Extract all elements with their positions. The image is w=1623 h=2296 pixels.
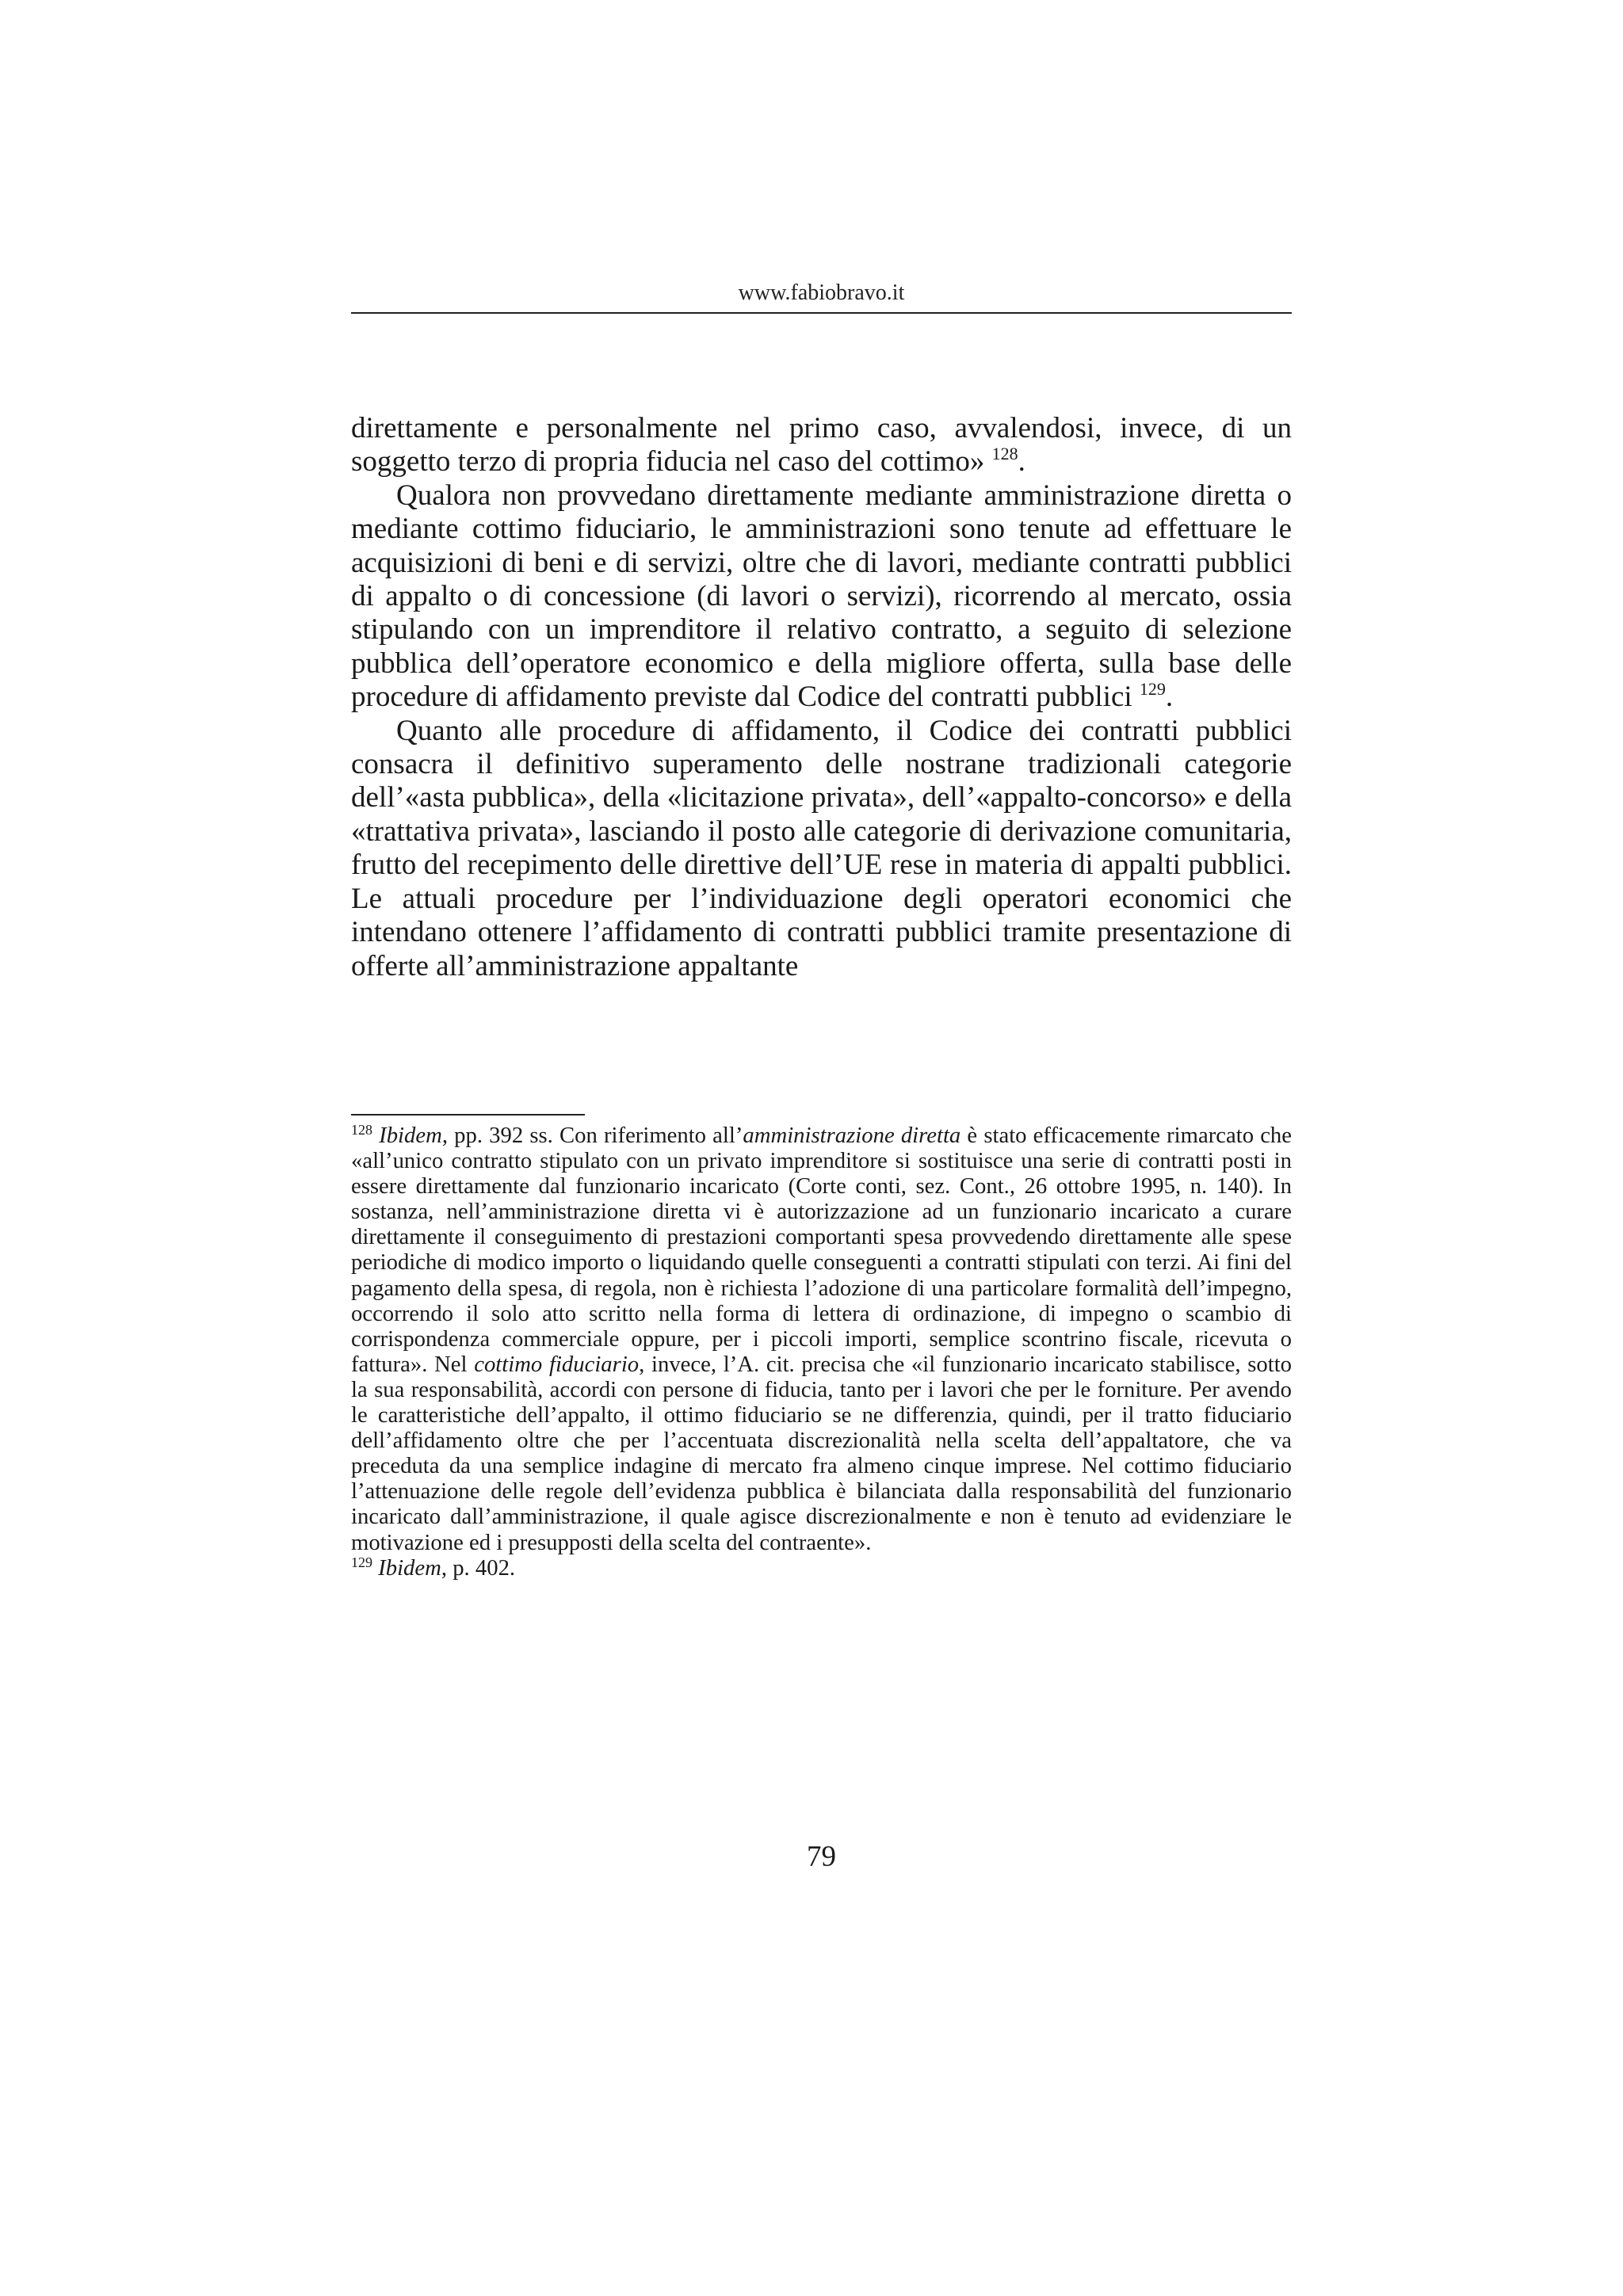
paragraph-1 [351,412,1292,479]
page-number: 79 [807,1840,836,1873]
paragraph-1-text: direttamente e personalmente nel primo caso, avvalendosi, invece, di un soggetto terzo di propria fiducia nel caso del cottimo» [351,412,1292,479]
footnote-divider [351,1114,585,1116]
paragraph-2-text: Qualora non provvedano direttamente mediante amministrazione diretta o mediante cottimo fiduciario, le amministrazioni sono tenute ad effettuare le acquisizioni di beni e di servizi, oltre che di lavori, mediante contratti pubblici di appalto o di concessione (di lavori o servizi), ricorrendo al mercato, ossia stipulando con un imprenditore il relativo contratto, a seguito di selezione pubblica dell’operatore economico e della migliore offerta, sulla base delle procedure di affidamento previste dal Codice del contratti pubblici [351,479,1292,714]
page-header-url: www.fabiobravo.it [738,280,905,305]
paragraph-3-text: Quanto alle procedure di affidamento, il Codice dei contratti pubblici consacra il definitivo superamento delle nostrane tradizionali categorie dell’«asta pubblica», della «licitazione privata», dell’«appalto-concorso» e della «trattativa privata», lasciando il posto alle categorie di derivazione comunitaria, frutto del recepimento delle direttive dell’UE rese in materia di appalti pubblici. Le attuali procedure per l’individuazione degli operatori economici che intendano ottenere l’affidamento di contratti pubblici tramite presentazione di offerte all’amministrazione appaltante [351,714,1292,982]
paragraph-2-end: . [1165,681,1174,714]
footnote-128-text-b: è stato efficacemente rimarcato che «all’unico contratto stipulato con un privato imprenditore si sostituisce una serie di contratti posti in essere direttamente dal funzionario incaricato (Corte conti, sez. Cont., 26 ottobre 1995, n. 140). In sostanza, nell’amministrazione diretta vi è autorizzazione ad un funzionario incaricato a curare direttamente il conseguimento di prestazioni comportanti spesa provvedendo direttamente alle spese periodiche di modico importo o liquidando quelle conseguenti a contratti stipulati con terzi. Ai fini del pagamento della spesa, di regola, non è richiesta l’adozione di una particolare formalità dell’impegno, occorrendo il solo atto scritto nella forma di lettera di ordinazione, di impegno o scambio di corrispondenza commerciale oppure, per i piccoli importi, semplice scontrino fiscale, ricevuta o fattura». Nel [351,1123,1292,1377]
footnote-129-text-a: , p. 402. [441,1554,516,1581]
footnote-128 [351,1123,1292,1555]
footnote-128-italic-a: amministrazione diretta [743,1123,961,1148]
paragraph-3 [351,715,1292,983]
footnotes [351,1123,1292,1581]
paragraph-2 [351,479,1292,715]
footnote-128-italic-b: cottimo fiduciario [474,1351,640,1377]
footnote-ref-128[interactable]: 128 [991,444,1018,464]
footnote-129-ibidem: Ibidem [378,1554,441,1581]
footnote-number-128: 128 [351,1122,372,1138]
body-text [351,412,1292,983]
footnote-129 [351,1555,1292,1581]
footnote-ref-129[interactable]: 129 [1139,679,1166,700]
footnote-128-text-c: , invece, l’A. cit. precisa che «il funzionario incaricato stabilisce, sotto la sua responsabilità, accordi con persone di fiducia, tanto per i lavori che per le forniture. Per avendo le caratteristiche dell’appalto, il ottimo fiduciario se ne differenzia, quindi, per il tratto fiduciario dell’affidamento oltre che per l’accentuata discrezionalità nella scelta dell’appaltatore, che va preceduta da una semplice indagine di mercato fra almeno cinque imprese. Nel cottimo fiduciario l’attenuazione delle regole dell’evidenza pubblica è bilanciata dalla responsabilità del funzionario incaricato dall’amministrazione, il quale agisce discrezionalmente e non è tenuto ad evidenziare le motivazione ed i presupposti della scelta del contraente». [351,1351,1293,1555]
footnote-128-ibidem: Ibidem [379,1123,442,1148]
paragraph-1-end: . [1018,445,1025,479]
footnote-128-text-a: , pp. 392 ss. Con riferimento all’ [441,1123,743,1148]
footnote-number-129: 129 [351,1554,372,1570]
header-divider [351,312,1292,314]
